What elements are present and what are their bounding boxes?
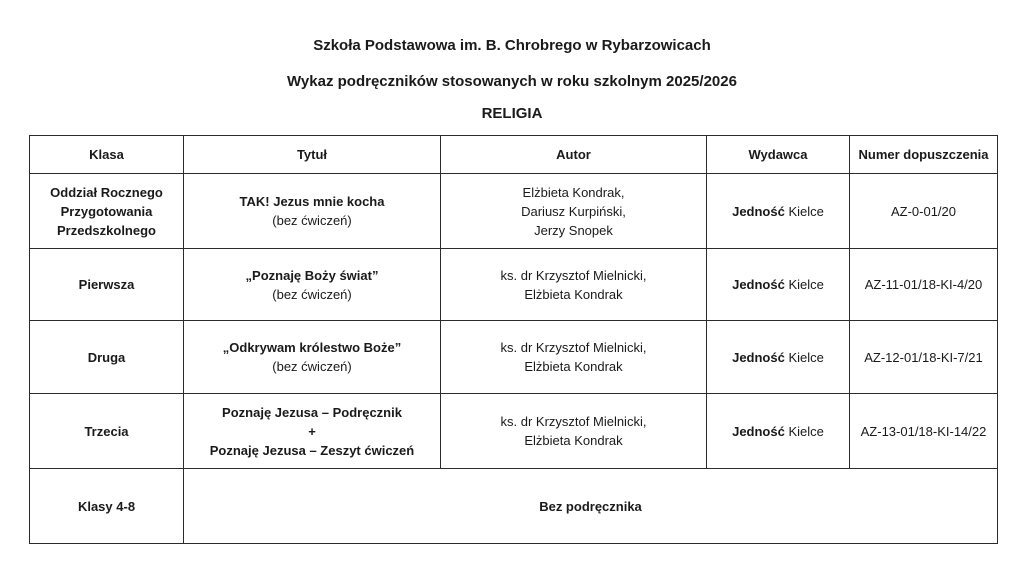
cell-numer: AZ-12-01/18-KI-7/21 [850, 321, 998, 394]
cell-tytul: Poznaję Jezusa – Podręcznik + Poznaję Jezusa – Zeszyt ćwiczeń [184, 394, 441, 469]
subject-title: RELIGIA [481, 105, 543, 122]
column-header-tytul: Tytuł [184, 136, 441, 174]
cell-tytul: TAK! Jezus mnie kocha (bez ćwiczeń) [184, 174, 441, 249]
table-row [30, 249, 998, 321]
column-header-klasa: Klasa [30, 136, 184, 174]
textbook-table [29, 135, 998, 544]
document-subtitle: Wykaz podręczników stosowanych w roku szkolnym 2025/2026 [287, 73, 737, 90]
cell-wydawca: Jedność Kielce [707, 321, 850, 394]
cell-wydawca: Jedność Kielce [707, 394, 850, 469]
cell-autor: ks. dr Krzysztof Mielnicki, Elżbieta Kondrak [441, 394, 707, 469]
cell-klasa: Trzecia [30, 394, 184, 469]
cell-numer: AZ-13-01/18-KI-14/22 [850, 394, 998, 469]
cell-wydawca: Jedność Kielce [707, 174, 850, 249]
table-row [30, 174, 998, 249]
cell-wydawca: Jedność Kielce [707, 249, 850, 321]
cell-autor: Elżbieta Kondrak, Dariusz Kurpiński, Jerzy Snopek [441, 174, 707, 249]
cell-klasa: Klasy 4-8 [30, 469, 184, 544]
cell-autor: ks. dr Krzysztof Mielnicki, Elżbieta Kondrak [441, 321, 707, 394]
cell-klasa: Druga [30, 321, 184, 394]
cell-klasa: Pierwsza [30, 249, 184, 321]
cell-klasa: Oddział Rocznego Przygotowania Przedszkolnego [30, 174, 184, 249]
column-header-wydawca: Wydawca [707, 136, 850, 174]
cell-no-textbook: Bez podręcznika [184, 469, 998, 544]
cell-tytul: „Poznaję Boży świat” (bez ćwiczeń) [184, 249, 441, 321]
cell-numer: AZ-11-01/18-KI-4/20 [850, 249, 998, 321]
table-row [30, 469, 998, 544]
table-header-row [30, 136, 998, 174]
school-name: Szkoła Podstawowa im. B. Chrobrego w Rybarzowicach [313, 37, 711, 54]
column-header-numer: Numer dopuszczenia [850, 136, 998, 174]
table-row [30, 321, 998, 394]
column-header-autor: Autor [441, 136, 707, 174]
cell-tytul: „Odkrywam królestwo Boże” (bez ćwiczeń) [184, 321, 441, 394]
cell-autor: ks. dr Krzysztof Mielnicki, Elżbieta Kondrak [441, 249, 707, 321]
table-row [30, 394, 998, 469]
cell-numer: AZ-0-01/20 [850, 174, 998, 249]
